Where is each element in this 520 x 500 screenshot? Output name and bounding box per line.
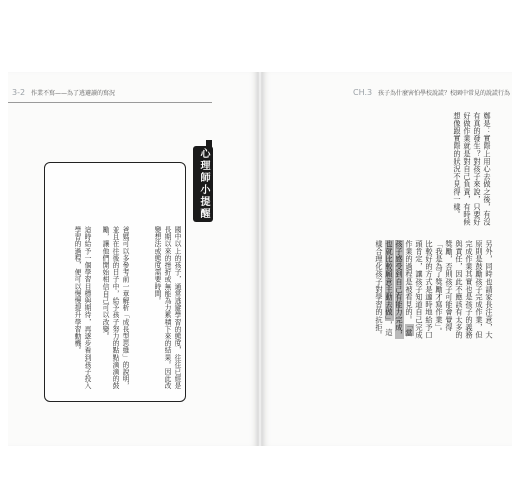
highlighted-sentence: 「當孩子感受到自己有能力完成，也就比較願意主動去做」 [385,240,414,339]
right-running-header [353,88,510,97]
right-chapter-number: CH.3 [353,88,373,97]
left-running-header [8,88,212,103]
left-header-title: 作業不寫——為了逃避讀的寫況 [31,90,116,97]
left-page-number: 3-2 [12,88,26,97]
right-page-bottom-paragraph [290,240,494,340]
right-page-top-paragraph: 鄭是：實際上用心去做之後，有沒有真的發生？對孩子來說，只要好好做作業就是對自己負責，有時候想像跟實際的狀況不見得一樣。 [453,112,492,226]
right-body-text: 另外，同時也請家長注意，大原則是鼓勵孩子完成作業，但完成作業其實也是孩子的義務與責任，因此不應該有太多的獎勵，否則孩子可能會覺得「我是為了獎勵才寫作業」。比較好的方式是適時地給予口頭肯定，讓孩子知道自己完成作業的過程是被看見的。 [405,240,494,339]
tip-paragraph-3: 這時給予一個學習目標與期待，再逐步看到孩子投入學習的過程，便可以慢慢提升學習動機。 [73,226,91,390]
right-header-title: 孩子為什麼害怕學校說謊？校園中常見的說謊行為 [378,90,511,97]
book-spine [258,72,262,446]
tip-box-title: 心理師小提醒 [193,146,213,222]
tip-paragraph-2: 爸媽可以多參考前一章解析「成長型思維」的說明，並且在往後的日子中，給予孩子努力的點點滴滴的鼓勵，讓他們開始相信自己可以改變。 [101,226,129,390]
tip-paragraph-1: 國中以上的孩子，通常逃避學習的態度，往往已經是長期以來的挫折或無能為力累積下來的結果。因此改變想法或態度需要時間。 [153,226,181,390]
right-tail-text: ，這樣合理化孩子對學習的抗拒。 [375,240,394,339]
